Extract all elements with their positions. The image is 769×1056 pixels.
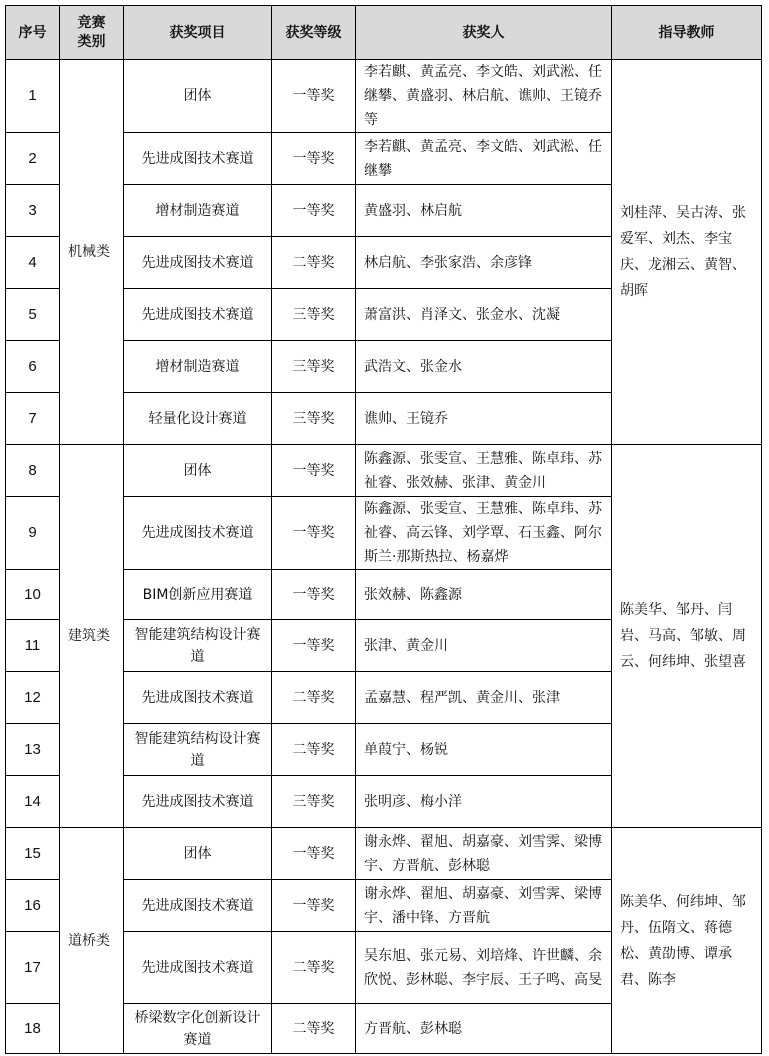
project-cell: 团体 [124,445,272,497]
project-cell: 先进成图技术赛道 [124,776,272,828]
category-cell: 道桥类 [60,828,124,1054]
row-no: 12 [6,672,60,724]
winners-cell: 谢永烨、翟旭、胡嘉豪、刘雪霁、梁博宇、潘中锋、方晋航 [356,880,612,932]
header-level: 获奖等级 [272,6,356,60]
winners-cell: 林启航、李张家浩、余彦锋 [356,237,612,289]
winners-cell: 张明彦、梅小洋 [356,776,612,828]
row-no: 5 [6,289,60,341]
teachers-cell: 陈美华、何纬坤、邹丹、伍隋文、蒋德松、黄劭博、谭承君、陈李 [612,828,762,1054]
project-cell: 轻量化设计赛道 [124,393,272,445]
header-winners: 获奖人 [356,6,612,60]
row-no: 10 [6,570,60,620]
level-cell: 二等奖 [272,237,356,289]
row-no: 16 [6,880,60,932]
project-cell: 先进成图技术赛道 [124,932,272,1004]
table-row [6,60,762,133]
category-cell: 机械类 [60,60,124,445]
project-cell: 智能建筑结构设计赛道 [124,724,272,776]
level-cell: 一等奖 [272,185,356,237]
row-no: 15 [6,828,60,880]
row-no: 18 [6,1004,60,1054]
winners-cell: 陈鑫源、张雯宣、王慧雅、陈卓玮、苏祉睿、高云锋、刘学覃、石玉鑫、阿尔斯兰·那斯热拉、杨嘉烨 [356,497,612,570]
level-cell: 二等奖 [272,1004,356,1054]
row-no: 2 [6,133,60,185]
teachers-cell: 刘桂萍、吴古涛、张爱军、刘杰、李宝庆、龙湘云、黄智、胡晖 [612,60,762,445]
project-cell: 增材制造赛道 [124,341,272,393]
row-no: 13 [6,724,60,776]
winners-cell: 李若麒、黄孟亮、李文皓、刘武淞、任继攀 [356,133,612,185]
header-no: 序号 [6,6,60,60]
project-cell: 先进成图技术赛道 [124,289,272,341]
row-no: 7 [6,393,60,445]
level-cell: 一等奖 [272,570,356,620]
level-cell: 二等奖 [272,672,356,724]
winners-cell: 陈鑫源、张雯宣、王慧雅、陈卓玮、苏祉睿、张效赫、张津、黄金川 [356,445,612,497]
project-cell: 先进成图技术赛道 [124,880,272,932]
winners-cell: 萧富洪、肖泽文、张金水、沈凝 [356,289,612,341]
row-no: 17 [6,932,60,1004]
winners-cell: 吴东旭、张元易、刘培烽、许世麟、余欣悦、彭林聪、李宇辰、王子鸣、高旻 [356,932,612,1004]
project-cell: 智能建筑结构设计赛道 [124,620,272,672]
row-no: 4 [6,237,60,289]
project-cell: 先进成图技术赛道 [124,237,272,289]
project-cell: 先进成图技术赛道 [124,133,272,185]
project-cell: 先进成图技术赛道 [124,672,272,724]
project-cell: BIM创新应用赛道 [124,570,272,620]
winners-cell: 李若麒、黄孟亮、李文皓、刘武淞、任继攀、黄盛羽、林启航、谯帅、王镜乔等 [356,60,612,133]
table-header-row [6,6,762,60]
winners-cell: 张津、黄金川 [356,620,612,672]
winners-cell: 单葭宁、杨锐 [356,724,612,776]
level-cell: 二等奖 [272,932,356,1004]
level-cell: 一等奖 [272,497,356,570]
winners-cell: 张效赫、陈鑫源 [356,570,612,620]
winners-cell: 谢永烨、翟旭、胡嘉豪、刘雪霁、梁博宇、方晋航、彭林聪 [356,828,612,880]
winners-cell: 方晋航、彭林聪 [356,1004,612,1054]
winners-cell: 孟嘉慧、程严凯、黄金川、张津 [356,672,612,724]
level-cell: 一等奖 [272,880,356,932]
project-cell: 团体 [124,828,272,880]
project-cell: 先进成图技术赛道 [124,497,272,570]
row-no: 14 [6,776,60,828]
project-cell: 团体 [124,60,272,133]
row-no: 9 [6,497,60,570]
row-no: 11 [6,620,60,672]
winners-cell: 黄盛羽、林启航 [356,185,612,237]
winners-cell: 谯帅、王镜乔 [356,393,612,445]
winners-cell: 武浩文、张金水 [356,341,612,393]
level-cell: 一等奖 [272,828,356,880]
awards-table [5,5,762,1054]
level-cell: 一等奖 [272,60,356,133]
level-cell: 三等奖 [272,289,356,341]
table-row [6,445,762,497]
row-no: 1 [6,60,60,133]
row-no: 8 [6,445,60,497]
table-row [6,828,762,880]
project-cell: 增材制造赛道 [124,185,272,237]
header-project: 获奖项目 [124,6,272,60]
level-cell: 二等奖 [272,724,356,776]
teachers-cell: 陈美华、邹丹、闫岩、马高、邹敏、周云、何纬坤、张望喜 [612,445,762,828]
header-category: 竞赛类别 [60,6,124,60]
level-cell: 一等奖 [272,133,356,185]
level-cell: 一等奖 [272,445,356,497]
row-no: 3 [6,185,60,237]
category-cell: 建筑类 [60,445,124,828]
level-cell: 三等奖 [272,393,356,445]
project-cell: 桥梁数字化创新设计赛道 [124,1004,272,1054]
level-cell: 三等奖 [272,341,356,393]
level-cell: 一等奖 [272,620,356,672]
header-teachers: 指导教师 [612,6,762,60]
level-cell: 三等奖 [272,776,356,828]
row-no: 6 [6,341,60,393]
